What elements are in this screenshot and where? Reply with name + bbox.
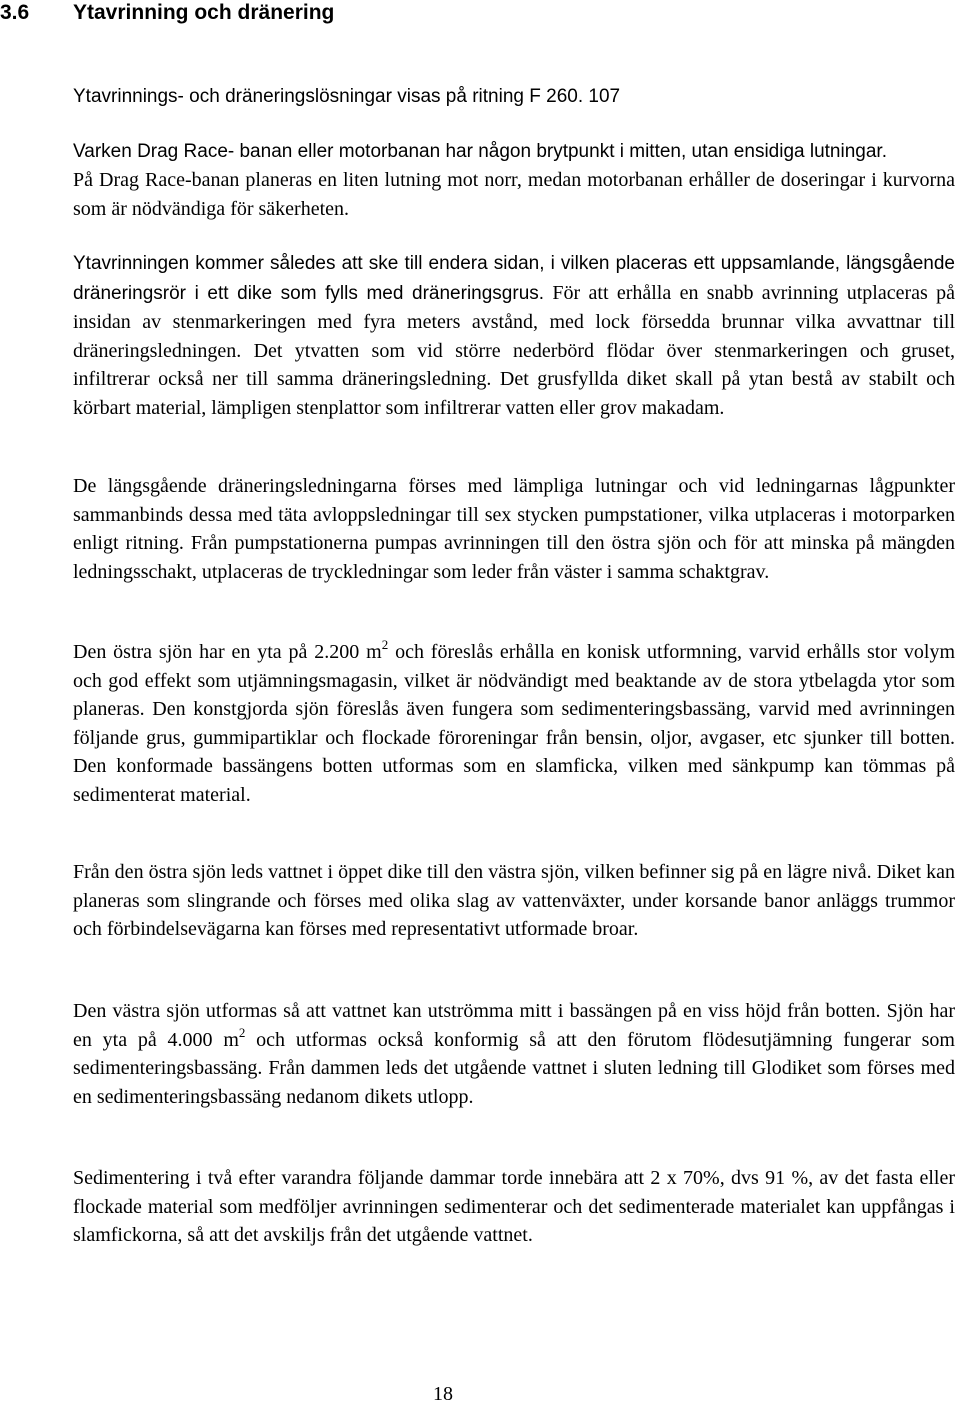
surface-runoff-lead: Ytavrinningen kommer således att ske till endera sidan, i vilken placeras ett uppsamlande, längsgående dräneringsrör i ett dike som fylls med dräneringsgrus. bbox=[73, 253, 955, 304]
paragraph-sedimentation: Sedimentering i två efter varandra följande dammar torde innebära att 2 x 70%, dvs 91 %, av det fasta eller flockade material som medföljer avrinningen sedimenterar och det sedimenterade materialet kan uppfångas i slamfickorna, så att det avskiljs från det utgående vattnet. bbox=[73, 1167, 955, 1247]
paragraph-west-lake bbox=[73, 997, 955, 1111]
section-number: 3.6 bbox=[0, 1, 30, 24]
page-number bbox=[0, 1382, 886, 1406]
east-lake-text-rest: och föreslås erhålla en konisk utformning, varvid erhålls stor volym och god effekt som utjämningsmagasin, vilket är nödvändigt med beaktande av de stora ytbelagda ytor som planeras. Den konstgjorda sjön föreslås även fungera som sedimenteringsbassäng, varvid med avrinningen följande grus, gummipartiklar och flockade föroreningar från bensin, oljor, avgaser, etc sjunker till botten. Den konformade bassängens botten utformas som en slamficka, vilken med sänkpump kan tömmas på sedimenterat material. bbox=[73, 641, 955, 806]
east-lake-text-start: Den östra sjön har en yta på 2.200 m bbox=[73, 641, 382, 663]
intro-track-slopes: På Drag Race-banan planeras en liten lutning mot norr, medan motorbanan erhåller de doseringar i kurvorna som är nödvändiga för säkerheten. bbox=[73, 169, 955, 220]
section-heading bbox=[0, 0, 334, 26]
paragraph-drainage-lines: De längsgående dräneringsledningarna förses med lämpliga lutningar och vid ledningarnas lågpunkter sammanbinds dessa med täta avloppsledningar till sex stycken pumpstationer, vilka utplaceras i motorparken enligt ritning. Från pumpstationerna pumpas avrinningen till den östra sjön och för att minska på mängden ledningsschakt, utplaceras de tryckledningar som leder från väster i samma schaktgrav. bbox=[73, 475, 955, 583]
west-lake-unit-exponent: 2 bbox=[238, 1024, 246, 1040]
paragraph-surface-runoff bbox=[73, 249, 955, 423]
west-lake-text-rest: och utformas också konformig så att den förutom flödesutjämning fungerar som sedimenteringsbassäng. Från dammen leds det utgående vattnet i sluten ledning till Glodiket som förses med en sedimenteringsbassäng nedanom dikets utlopp. bbox=[73, 1028, 955, 1108]
intro-drawing-reference: Ytavrinnings- och dräneringslösningar visas på ritning F 260. 107 bbox=[73, 86, 621, 107]
page-number-value: 18 bbox=[433, 1383, 453, 1405]
intro-slope-note: Varken Drag Race- banan eller motorbanan har någon brytpunkt i mitten, utan ensidiga lutningar. bbox=[73, 141, 887, 162]
section-title: Ytavrinning och dränering bbox=[73, 1, 335, 24]
west-lake-text-start: Den västra sjön utformas så att vattnet kan utströmma mitt i bassängen på en viss höjd från botten. Sjön har en yta på 4.000 m bbox=[73, 1000, 955, 1051]
surface-runoff-body: För att erhålla en snabb avrinning utplaceras på insidan av stenmarkeringen med fyra meters avstånd, med lock försedda brunnar vilka avvattnar till dräneringsledningen. Det ytvatten som vid större nederbörd flödar över stenmarkeringen och gruset, infiltrerar också ner till samma dräneringsledning. Det grusfyllda diket skall på ytan bestå av stabilt och körbart material, lämpligen stenplattor som infiltrerar vatten eller grov makadam. bbox=[73, 281, 956, 419]
paragraph-east-lake bbox=[73, 638, 955, 810]
east-lake-unit-exponent: 2 bbox=[381, 637, 389, 652]
paragraph-open-ditch: Från den östra sjön leds vattnet i öppet dike till den västra sjön, vilken befinner sig på en lägre nivå. Diket kan planeras som slingrande och förses med olika slag av vattenväxter, under korsande banor anläggs trummor och förbindelsevägarna kan förses med representativt utformade broar. bbox=[73, 861, 955, 941]
